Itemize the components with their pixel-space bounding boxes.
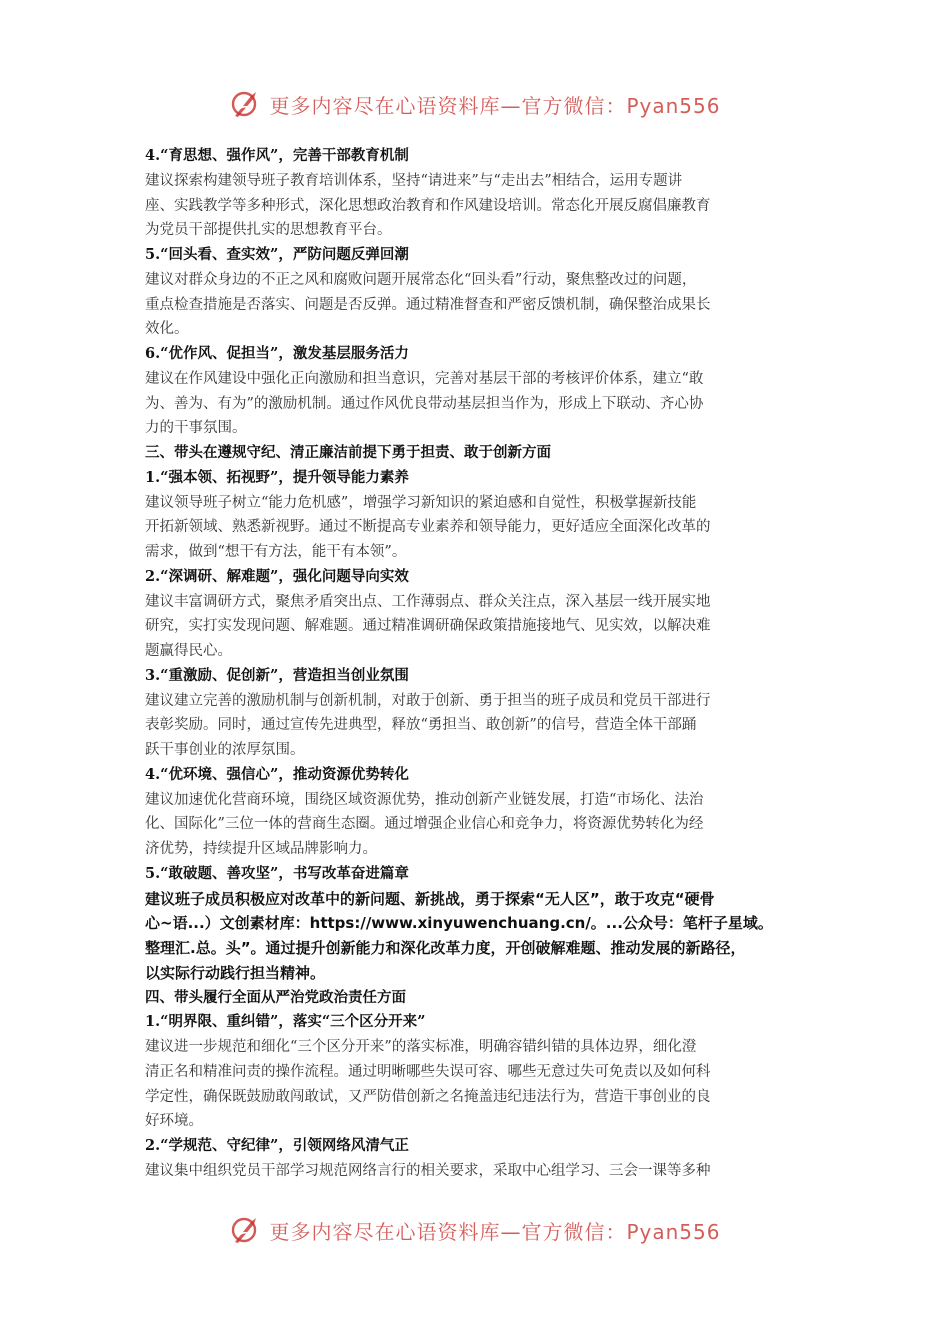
paragraph-line: 建议集中组织党员干部学习规范网络言行的相关要求，采取中心组学习、三会一课等多种 [145,1162,711,1179]
pen-logo-icon [229,1213,263,1247]
section-heading: 1.“明界限、重纠错”，落实“三个区分开来” [145,1013,426,1031]
watermark-banner-bottom [0,1210,950,1250]
paragraph-line: 重点检查措施是否落实、问题是否反弹。通过精准督查和严密反馈机制，确保整治成果长 [145,296,711,313]
watermark-text: 更多内容尽在心语资料库—官方微信：Pyan556 [269,1219,721,1244]
paragraph-line: 为、善为、有为”的激励机制。通过作风优良带动基层担当作为，形成上下联动、齐心协 [145,395,704,412]
paragraph-line: 整理汇.总。头”。通过提升创新能力和深化改革力度，开创破解难题、推动发展的新路径， [145,939,746,957]
section-heading: 6.“优作风、促担当”，激发基层服务活力 [145,345,409,362]
paragraph-line: 建议班子成员积极应对改革中的新问题、新挑战，勇于探索“无人区”，敢于攻克“硬骨 [145,889,715,908]
paragraph-line: 为党员干部提供扎实的思想教育平台。 [145,222,392,239]
section-heading: 2.“学规范、守纪律”，引领网络风清气正 [145,1137,409,1154]
paragraph-line: 表彰奖励。同时，通过宣传先进典型，释放“勇担当、敢创新”的信号，营造全体干部踊 [145,717,697,734]
paragraph-line: 座、实践教学等多种形式，深化思想政治教育和作风建设培训。常态化开展反腐倡廉教育 [145,197,711,214]
paragraph-line: 跃干事创业的浓厚氛围。 [145,742,305,758]
section-heading: 四、带头履行全面从严治党政治责任方面 [145,988,406,1006]
paragraph-line: 研究，实打实发现问题、解难题。通过精准调研确保政策措施接地气、见实效，以解决难 [145,618,711,635]
paragraph-line: 建议在作风建设中强化正向激励和担当意识，完善对基层干部的考核评价体系，建立“敢 [145,370,704,387]
watermark-banner-top [0,84,950,124]
paragraph-line: 建议加速优化营商环境，围绕区域资源优势，推动创新产业链发展，打造“市场化、法治 [145,791,704,808]
paragraph-line: 以实际行动践行担当精神。 [145,963,326,982]
paragraph-line: 建议进一步规范和细化“三个区分开来”的落实标准，明确容错纠错的具体边界，细化澄 [145,1039,697,1055]
paragraph-line: 化、国际化”三位一体的营商生态圈。通过增强企业信心和竞争力，将资源优势转化为经 [145,816,704,833]
paragraph-line: 建议建立完善的激励机制与创新机制，对敢于创新、勇于担当的班子成员和党员干部进行 [145,692,711,709]
section-heading: 3.“重激励、促创新”，营造担当创业氛围 [145,666,409,684]
paragraph-line: 需求，做到“想干有方法，能干有本领”。 [145,544,407,560]
paragraph-line: 济优势，持续提升区域品牌影响力。 [145,841,377,857]
section-heading: 三、带头在遵规守纪、清正廉洁前提下勇于担责、敢于创新方面 [145,444,551,461]
section-heading: 1.“强本领、拓视野”，提升领导能力素养 [145,468,409,486]
section-heading: 5.“回头看、查实效”，严防问题反弹回潮 [145,246,409,263]
paragraph-line: 建议对群众身边的不正之风和腐败问题开展常态化“回头看”行动，聚焦整改过的问题， [145,271,697,288]
section-heading: 2.“深调研、解难题”，强化问题导向实效 [145,567,409,585]
paragraph-line: 效化。 [145,321,189,338]
paragraph-line: 题赢得民心。 [145,643,232,659]
paragraph-line: 学定性，确保既鼓励敢闯敢试，又严防借创新之名掩盖违纪违法行为，营造干事创业的良 [145,1088,711,1105]
paragraph-line: 开拓新领域、熟悉新视野。通过不断提高专业素养和领导能力，更好适应全面深化改革的 [145,519,711,536]
paragraph-line: 建议探索构建领导班子教育培训体系，坚持“请进来”与“走出去”相结合，运用专题讲 [145,172,683,189]
paragraph-line: 建议领导班子树立“能力危机感”，增强学习新知识的紧迫感和自觉性，积极掌握新技能 [145,494,697,511]
paragraph-line: 力的干事氛围。 [145,420,247,437]
paragraph-line: 建议丰富调研方式，聚焦矛盾突出点、工作薄弱点、群众关注点，深入基层一线开展实地 [145,593,711,610]
paragraph-line: 心~语...）文创素材库：https://www.xinyuwenchuang.cn/。...公众号：笔杆子星域。 [145,914,773,933]
paragraph-line: 清正名和精准问责的操作流程。通过明晰哪些失误可容、哪些无意过失可免责以及如何科 [145,1063,711,1080]
section-heading: 4.“育思想、强作风”，完善干部教育机制 [145,147,409,164]
section-heading: 5.“敢破题、善攻坚”，书写改革奋进篇章 [145,864,409,882]
paragraph-line: 好环境。 [145,1113,203,1130]
pen-logo-icon [229,87,263,121]
watermark-text: 更多内容尽在心语资料库—官方微信：Pyan556 [269,93,721,118]
section-heading: 4.“优环境、强信心”，推动资源优势转化 [145,765,409,783]
